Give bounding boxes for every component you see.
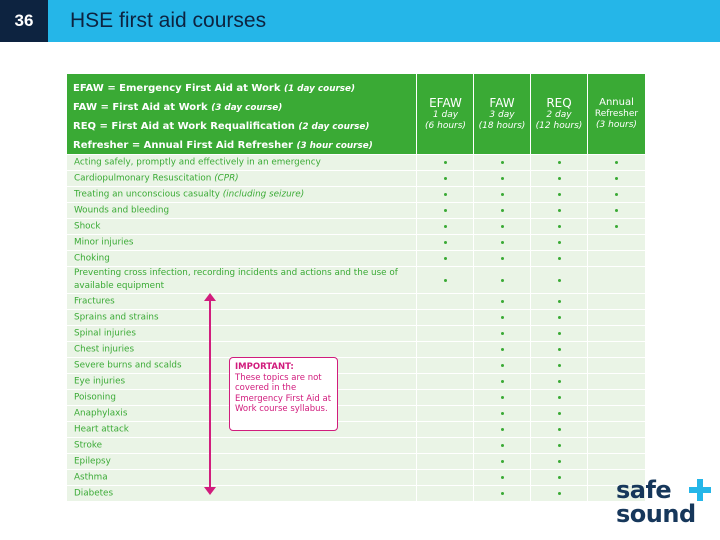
topic-cell [588,406,645,421]
topic-cell [474,251,530,266]
included-dot-icon [558,476,561,479]
column-header-efaw: EFAW 1 day (6 hours) [425,96,466,131]
topic-cell [588,342,645,357]
included-dot-icon [444,241,447,244]
column-divider [473,74,474,496]
table-row [67,203,645,218]
topic-cell [417,187,473,202]
table-row [67,326,645,341]
topic-cell [474,155,530,170]
topic-cell [417,358,473,373]
column-divider [587,74,588,496]
topic-label: Choking [67,251,416,266]
included-dot-icon [444,209,447,212]
table-row [67,155,645,170]
legend-item-refresher: Refresher = Annual First Aid Refresher (3 hour course) [73,140,373,151]
topic-cell [588,310,645,325]
topic-label: Epilepsy [67,454,416,469]
table-header [67,74,645,154]
logo-text-sound: sound [616,500,696,528]
topic-cell [588,267,645,293]
included-dot-icon [501,444,504,447]
topic-cell [531,171,587,186]
included-dot-icon [501,279,504,282]
topic-label: Wounds and bleeding [67,203,416,218]
topic-label: Anaphylaxis [67,406,416,421]
column-header-req: REQ 2 day (12 hours) [535,96,583,131]
important-callout [229,357,338,431]
arrow-down-head [204,487,216,495]
topic-cell [588,374,645,389]
topic-cell [531,235,587,250]
legend-item-efaw: EFAW = Emergency First Aid at Work (1 day course) [73,83,356,94]
topic-label: Diabetes [67,486,416,501]
topic-cell [531,219,587,234]
table-row [67,294,645,309]
topic-label: Poisoning [67,390,416,405]
topic-cell [588,358,645,373]
included-dot-icon [501,460,504,463]
topic-cell [474,454,530,469]
topic-label: Eye injuries [67,374,416,389]
plus-icon [689,487,711,493]
course-legend [73,79,417,155]
included-dot-icon [501,300,504,303]
table-row [67,390,645,405]
included-dot-icon [558,241,561,244]
topic-cell [474,235,530,250]
included-dot-icon [558,279,561,282]
topic-cell [588,235,645,250]
topic-label: Preventing cross infection, recording incidents and actions and the use of available equipment [67,267,416,293]
slide-title: HSE first aid courses [70,9,267,32]
included-dot-icon [444,161,447,164]
topic-cell [531,470,587,485]
topic-cell [474,310,530,325]
table-row [67,486,645,501]
included-dot-icon [501,364,504,367]
included-dot-icon [501,492,504,495]
topic-cell [474,438,530,453]
table-row [67,438,645,453]
included-dot-icon [501,209,504,212]
important-callout-body: These topics are not covered in the Emergency First Aid at Work course syllabus. [235,372,332,415]
topic-cell [588,390,645,405]
included-dot-icon [558,225,561,228]
table-row [67,470,645,485]
topic-cell [474,406,530,421]
topic-cell [417,203,473,218]
topic-label: Heart attack [67,422,416,437]
topic-cell [531,422,587,437]
included-dot-icon [558,193,561,196]
included-dot-icon [444,257,447,260]
table-row [67,310,645,325]
table-row [67,422,645,437]
included-dot-icon [501,332,504,335]
topic-cell [417,294,473,309]
topic-cell [417,155,473,170]
included-dot-icon [501,396,504,399]
topic-cell [531,390,587,405]
column-divider [416,74,417,496]
topic-label: Spinal injuries [67,326,416,341]
topic-cell [531,358,587,373]
topic-cell [417,374,473,389]
topic-cell [474,171,530,186]
table-row [67,342,645,357]
topic-cell [474,358,530,373]
table-row [67,219,645,234]
topic-cell [417,470,473,485]
topic-label: Treating an unconscious casualty (including seizure) [67,187,416,202]
topic-cell [474,219,530,234]
topic-cell [531,438,587,453]
topic-label: Chest injuries [67,342,416,357]
topic-cell [531,326,587,341]
included-dot-icon [558,348,561,351]
topic-cell [588,326,645,341]
topic-label: Shock [67,219,416,234]
topic-cell [417,390,473,405]
topic-label: Stroke [67,438,416,453]
topic-cell [531,454,587,469]
topic-label: Asthma [67,470,416,485]
included-dot-icon [558,460,561,463]
topic-cell [474,294,530,309]
topic-cell [588,171,645,186]
column-header-annual-refresher: Annual Refresher (3 hours) [594,97,639,130]
included-dot-icon [558,380,561,383]
topic-cell [417,171,473,186]
topic-cell [474,390,530,405]
included-dot-icon [501,316,504,319]
topic-cell [531,374,587,389]
included-dot-icon [501,225,504,228]
topic-cell [531,155,587,170]
column-divider [530,74,531,496]
legend-item-req: REQ = First Aid at Work Requalification (2 day course) [73,121,370,132]
included-dot-icon [615,193,618,196]
included-dot-icon [501,241,504,244]
topic-cell [531,267,587,293]
topic-label: Acting safely, promptly and effectively in an emergency [67,155,416,170]
included-dot-icon [558,161,561,164]
included-dot-icon [558,316,561,319]
table-row [67,235,645,250]
included-dot-icon [615,161,618,164]
topic-cell [588,422,645,437]
included-dot-icon [444,193,447,196]
topic-cell [531,251,587,266]
topic-cell [531,406,587,421]
included-dot-icon [501,161,504,164]
row-divider [67,501,645,502]
included-dot-icon [615,225,618,228]
topic-label: Fractures [67,294,416,309]
topic-cell [588,438,645,453]
included-dot-icon [558,492,561,495]
topic-cell [417,342,473,357]
table-row [67,454,645,469]
topic-cell [417,406,473,421]
included-dot-icon [501,380,504,383]
topic-cell [417,422,473,437]
table-row [67,374,645,389]
course-comparison-table [67,74,645,496]
topic-label: Minor injuries [67,235,416,250]
included-dot-icon [444,177,447,180]
included-dot-icon [444,225,447,228]
included-dot-icon [558,332,561,335]
included-dot-icon [558,396,561,399]
topic-cell [474,486,530,501]
topic-cell [531,203,587,218]
table-row [67,406,645,421]
table-row [67,358,645,373]
included-dot-icon [558,444,561,447]
important-callout-title: IMPORTANT: [235,362,294,372]
included-dot-icon [501,348,504,351]
topic-cell [531,187,587,202]
topic-cell [474,326,530,341]
topic-cell [474,470,530,485]
included-dot-icon [615,177,618,180]
topic-label: Sprains and strains [67,310,416,325]
topic-cell [417,486,473,501]
topic-cell [588,155,645,170]
range-arrow [209,296,211,492]
topic-cell [474,422,530,437]
topic-cell [588,251,645,266]
topic-cell [531,342,587,357]
included-dot-icon [444,279,447,282]
table-row [67,251,645,266]
included-dot-icon [501,257,504,260]
topic-cell [474,342,530,357]
topic-cell [417,326,473,341]
topic-cell [588,203,645,218]
topic-label: Severe burns and scalds [67,358,416,373]
topic-cell [588,454,645,469]
included-dot-icon [558,300,561,303]
topic-cell [588,219,645,234]
included-dot-icon [558,364,561,367]
topic-cell [474,374,530,389]
topic-cell [417,235,473,250]
topic-cell [474,267,530,293]
topic-cell [417,310,473,325]
topic-cell [474,187,530,202]
topic-cell [531,294,587,309]
included-dot-icon [501,177,504,180]
included-dot-icon [558,209,561,212]
table-row [67,267,645,293]
topic-label: Cardiopulmonary Resuscitation (CPR) [67,171,416,186]
column-header-faw: FAW 3 day (18 hours) [478,96,526,131]
legend-item-faw: FAW = First Aid at Work (3 day course) [73,102,283,113]
topic-cell [588,294,645,309]
topic-cell [588,187,645,202]
topic-cell [531,310,587,325]
included-dot-icon [501,193,504,196]
included-dot-icon [558,412,561,415]
topic-cell [417,438,473,453]
slide-number: 36 [0,0,48,42]
included-dot-icon [558,177,561,180]
logo-text-safe: safe [616,476,672,504]
table-row [67,171,645,186]
included-dot-icon [558,428,561,431]
topic-cell [417,454,473,469]
topic-cell [417,267,473,293]
included-dot-icon [558,257,561,260]
topic-cell [474,203,530,218]
included-dot-icon [615,209,618,212]
included-dot-icon [501,476,504,479]
safe-sound-logo [616,478,712,528]
topic-cell [417,219,473,234]
topic-cell [531,486,587,501]
included-dot-icon [501,412,504,415]
table-row [67,187,645,202]
topic-cell [417,251,473,266]
included-dot-icon [501,428,504,431]
